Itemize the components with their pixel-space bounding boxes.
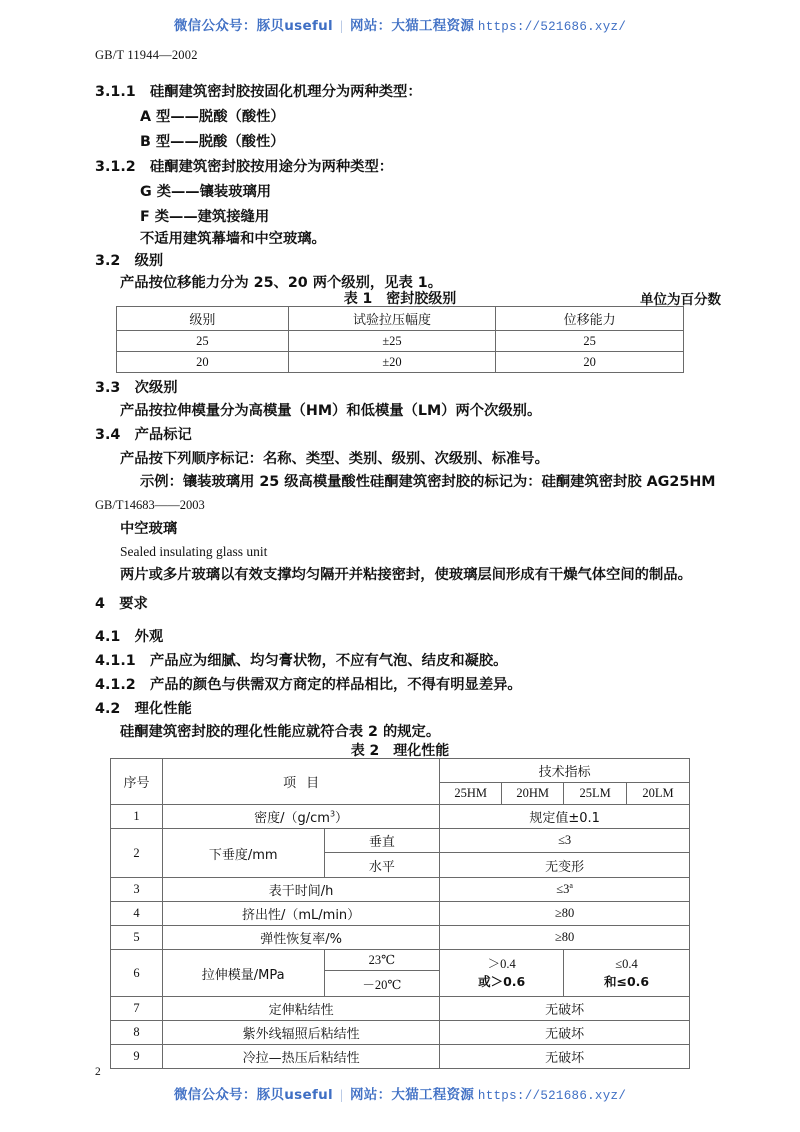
clause-3-2-text: 产品按位移能力分为 25、20 两个级别，见表 1。 xyxy=(120,275,443,291)
density-superscript: 3 xyxy=(329,809,336,819)
table2-spec-25hm: 25HM xyxy=(440,783,502,805)
table-row xyxy=(111,829,690,853)
table2-r1-value: 规定值±0.1 xyxy=(440,805,690,829)
table1-r1-grade: 25 xyxy=(117,331,289,352)
table2-col-seq: 序号 xyxy=(111,759,163,805)
table1-r1-movement: 25 xyxy=(496,331,684,352)
table2-r5-seq: 5 xyxy=(111,926,163,950)
table2-r4-item: 挤出性/（mL/min） xyxy=(162,902,439,926)
watermark-site-value-bottom: 大猫工程资源 xyxy=(391,1087,475,1103)
table2-r5-value: ≥80 xyxy=(440,926,690,950)
clause-4-heading: 4 要求 xyxy=(95,596,148,612)
clause-4-2-heading: 4.2 理化性能 xyxy=(95,701,192,717)
table2-r6-sub-23c: 23℃ xyxy=(324,950,440,971)
table2-r6-lm-line1: ≤0.4 xyxy=(615,956,638,971)
clause-3-1-2-note: 不适用建筑幕墙和中空玻璃。 xyxy=(140,231,326,247)
table2-r2-sub-horizontal: 水平 xyxy=(324,853,440,878)
clause-3-4-heading: 3.4 产品标记 xyxy=(95,427,192,443)
watermark-bottom xyxy=(0,1083,800,1103)
clause-4-1-heading: 4.1 外观 xyxy=(95,629,164,645)
table1-col-grade: 级别 xyxy=(117,307,289,331)
table2-r6-hm-line2: 或＞0.6 xyxy=(478,973,526,989)
table1-r2-movement: 20 xyxy=(496,352,684,373)
table2-r7-seq: 7 xyxy=(111,997,163,1021)
table2-r1-item xyxy=(162,805,439,829)
watermark-url: https://521686.xyz/ xyxy=(477,20,627,34)
table1-col-amplitude: 试验拉压幅度 xyxy=(288,307,496,331)
table-row xyxy=(111,1021,690,1045)
standard-number: GB/T 11944—2002 xyxy=(95,48,198,62)
table2-spec-20lm: 20LM xyxy=(627,783,690,805)
clause-3-1-1-type-a: A 型——脱酸（酸性） xyxy=(140,109,285,125)
table2-r3-value-footnote-mark: a xyxy=(569,881,573,891)
table2-r4-seq: 4 xyxy=(111,902,163,926)
clause-3-1-2-class-f: F 类——建筑接缝用 xyxy=(140,209,270,225)
table1-header-row xyxy=(117,307,684,331)
term-name-cn: 中空玻璃 xyxy=(120,521,178,537)
table1-r1-amplitude: ±25 xyxy=(288,331,496,352)
table2-r9-item: 冷拉—热压后粘结性 xyxy=(162,1045,439,1069)
watermark-separator-bottom: | xyxy=(339,1087,343,1102)
watermark-wechat-label: 微信公众号： xyxy=(173,18,257,34)
table-row xyxy=(111,997,690,1021)
density-label: 密度/（g/cm xyxy=(254,811,330,826)
clause-3-4-example: 示例：镶装玻璃用 25 级高模量酸性硅酮建筑密封胶的标记为：硅酮建筑密封胶 AG25HM xyxy=(140,474,716,490)
clause-3-1-2-class-g: G 类——镶装玻璃用 xyxy=(140,184,272,200)
clause-3-2-heading: 3.2 级别 xyxy=(95,253,164,269)
clause-3-3-text: 产品按拉伸模量分为高模量（HM）和低模量（LM）两个次级别。 xyxy=(120,403,542,419)
table2-col-spec-group: 技术指标 xyxy=(440,759,690,783)
table2-r8-value: 无破坏 xyxy=(440,1021,690,1045)
table-row xyxy=(111,902,690,926)
table2-r3-value-main: ≤3 xyxy=(556,882,570,897)
table2-r7-item: 定伸粘结性 xyxy=(162,997,439,1021)
table2-r1-seq: 1 xyxy=(111,805,163,829)
watermark-site-label-bottom: 网站： xyxy=(350,1087,392,1103)
table2-r8-seq: 8 xyxy=(111,1021,163,1045)
term-definition: 两片或多片玻璃以有效支撑均匀隔开并粘接密封，使玻璃层间形成有干燥气体空间的制品。 xyxy=(120,567,692,583)
table2-header-row-1 xyxy=(111,759,690,783)
table2-r5-item: 弹性恢复率/% xyxy=(162,926,439,950)
reference-standard: GB/T14683——2003 xyxy=(95,498,205,512)
table2-r6-hm-line1: ＞0.4 xyxy=(487,956,516,971)
table2-r7-value: 无破坏 xyxy=(440,997,690,1021)
table2-r3-item: 表干时间/h xyxy=(162,878,439,902)
watermark-url-bottom: https://521686.xyz/ xyxy=(477,1089,627,1103)
watermark-wechat-value-bottom: 豚贝useful xyxy=(256,1087,333,1103)
table1-col-movement: 位移能力 xyxy=(496,307,684,331)
table-sealant-grades xyxy=(116,306,684,373)
table-physical-chemical-properties xyxy=(110,758,690,1069)
term-name-en: Sealed insulating glass unit xyxy=(120,544,268,559)
table2-r4-value: ≥80 xyxy=(440,902,690,926)
table2-r6-value-hm xyxy=(440,950,564,997)
clause-4-2-text: 硅酮建筑密封胶的理化性能应就符合表 2 的规定。 xyxy=(120,724,441,740)
table-row xyxy=(111,805,690,829)
table2-r6-seq: 6 xyxy=(111,950,163,997)
clause-3-1-1-type-b: B 型——脱酸（酸性） xyxy=(140,134,285,150)
clause-3-4-text: 产品按下列顺序标记：名称、类型、类别、级别、次级别、标准号。 xyxy=(120,451,549,467)
table2-r9-value: 无破坏 xyxy=(440,1045,690,1069)
table-row xyxy=(111,1045,690,1069)
clause-4-1-2-text: 4.1.2 产品的颜色与供需双方商定的样品相比，不得有明显差异。 xyxy=(95,677,522,693)
table2-r3-value xyxy=(440,878,690,902)
watermark-separator: | xyxy=(339,18,343,33)
clause-3-1-2-title: 3.1.2 硅酮建筑密封胶按用途分为两种类型： xyxy=(95,159,394,175)
table2-r3-seq: 3 xyxy=(111,878,163,902)
table-row xyxy=(111,926,690,950)
watermark-site-value: 大猫工程资源 xyxy=(391,18,475,34)
table2-spec-20hm: 20HM xyxy=(502,783,564,805)
table-row xyxy=(117,352,684,373)
clause-3-3-heading: 3.3 次级别 xyxy=(95,380,178,396)
clause-4-1-1-text: 4.1.1 产品应为细腻、均匀膏状物，不应有气泡、结皮和凝胶。 xyxy=(95,653,508,669)
page-number: 2 xyxy=(95,1066,101,1078)
table2-r6-value-lm xyxy=(564,950,690,997)
table2-r2-value-vertical: ≤3 xyxy=(440,829,690,853)
table2-r6-sub-minus20c: －20℃ xyxy=(324,971,440,997)
table1-unit-note: 单位为百分数 xyxy=(640,292,721,308)
table2-r2-value-horizontal: 无变形 xyxy=(440,853,690,878)
table-row xyxy=(117,331,684,352)
clause-3-1-1-title: 3.1.1 硅酮建筑密封胶按固化机理分为两种类型： xyxy=(95,84,422,100)
watermark-wechat-label-bottom: 微信公众号： xyxy=(173,1087,257,1103)
density-tail: ） xyxy=(335,811,349,826)
table2-r8-item: 紫外线辐照后粘结性 xyxy=(162,1021,439,1045)
table1-r2-amplitude: ±20 xyxy=(288,352,496,373)
table-row xyxy=(111,878,690,902)
table1-caption: 表 1 密封胶级别 xyxy=(343,291,457,307)
table2-caption: 表 2 理化性能 xyxy=(350,743,450,759)
table2-r2-item: 下垂度/mm xyxy=(162,829,324,878)
table2-r9-seq: 9 xyxy=(111,1045,163,1069)
table1-r2-grade: 20 xyxy=(117,352,289,373)
table2-spec-25lm: 25LM xyxy=(564,783,627,805)
table2-r2-seq: 2 xyxy=(111,829,163,878)
table-row xyxy=(111,950,690,971)
table2-r6-lm-line2: 和≤0.6 xyxy=(603,973,650,989)
table2-col-item: 项目 xyxy=(162,759,439,805)
watermark-site-label: 网站： xyxy=(350,18,392,34)
watermark-top xyxy=(0,14,800,34)
table2-r2-sub-vertical: 垂直 xyxy=(324,829,440,853)
watermark-wechat-value: 豚贝useful xyxy=(256,18,333,34)
table2-r6-item: 拉伸模量/MPa xyxy=(162,950,324,997)
